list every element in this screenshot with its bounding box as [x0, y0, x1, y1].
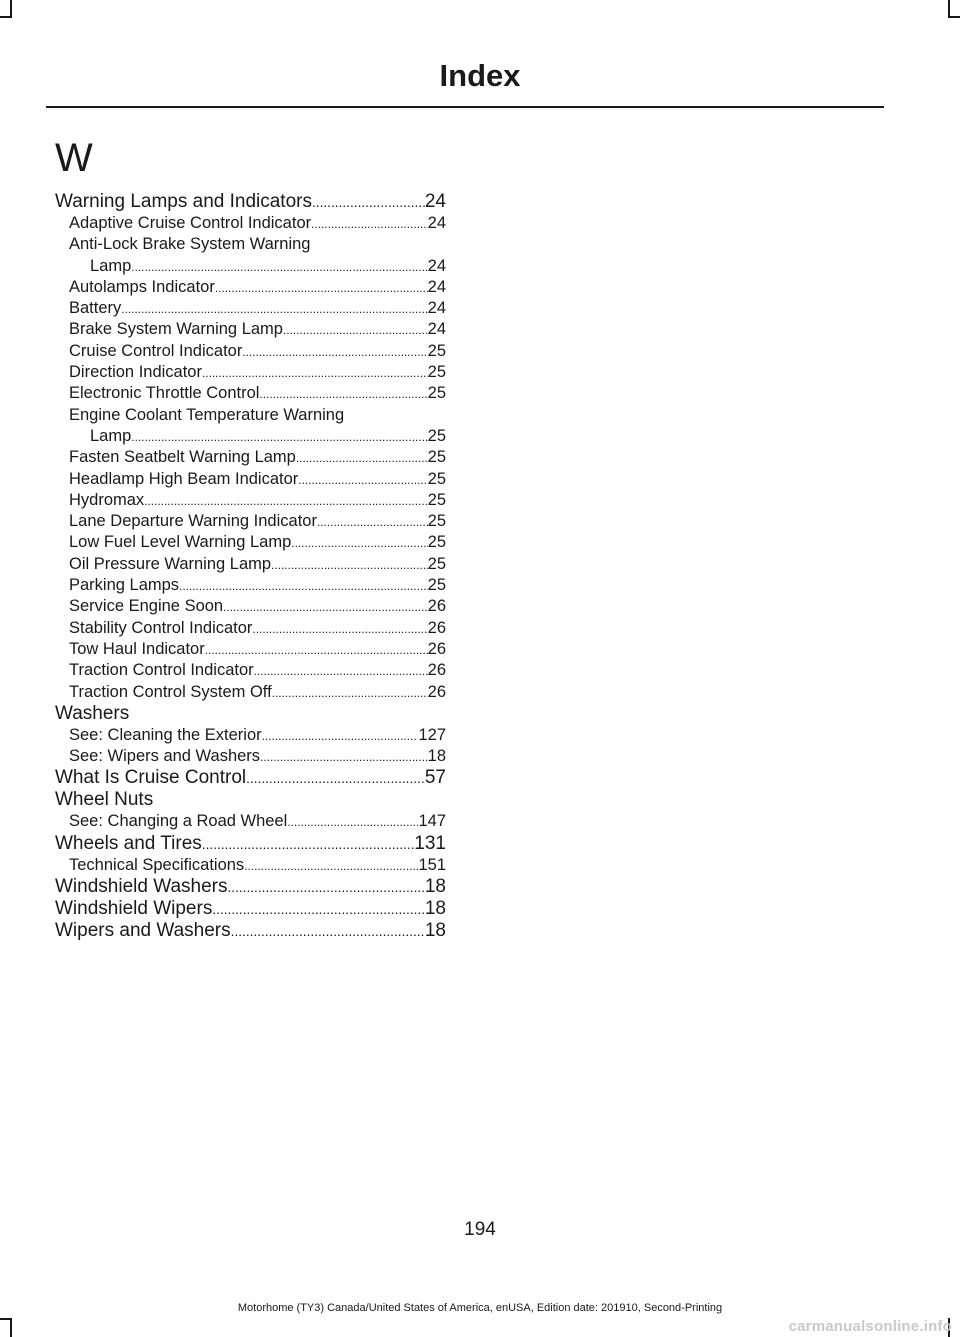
- dot-leader: [298, 469, 427, 491]
- dot-leader: [246, 767, 425, 790]
- index-subentry[interactable]: [55, 234, 446, 255]
- dot-leader: [223, 596, 428, 618]
- entry-page-number: 26: [427, 597, 446, 616]
- index-subentry[interactable]: [55, 532, 446, 553]
- section-letter: W: [55, 136, 93, 180]
- dot-leader: [287, 811, 418, 833]
- index-subentry[interactable]: [55, 596, 446, 617]
- entry-label: Warning Lamps and Indicators: [55, 191, 312, 212]
- dot-leader: [271, 554, 428, 576]
- index-entry[interactable]: [55, 876, 446, 898]
- entry-label: What Is Cruise Control: [55, 767, 247, 789]
- entry-page-number: 25: [427, 363, 446, 382]
- entry-label: Wheels and Tires: [55, 832, 202, 854]
- index-subentry[interactable]: [55, 725, 446, 746]
- dot-leader: [272, 682, 428, 704]
- dot-leader: [202, 833, 415, 856]
- dot-leader: [311, 213, 428, 235]
- watermark: carmanualsonline.info: [788, 1318, 952, 1335]
- entry-label: See: Wipers and Washers: [69, 747, 261, 766]
- index-subentry[interactable]: [55, 319, 446, 340]
- dot-leader: [296, 447, 428, 469]
- entry-label: Anti-Lock Brake System Warning: [69, 235, 311, 254]
- dot-leader: [312, 191, 425, 214]
- entry-page-number: 25: [427, 576, 446, 595]
- entry-label: See: Changing a Road Wheel: [69, 812, 288, 831]
- index-subentry[interactable]: [55, 298, 446, 319]
- entry-label: Battery: [69, 299, 122, 318]
- entry-label: Hydromax: [69, 490, 145, 509]
- dot-leader: [131, 256, 427, 278]
- entry-page-number: 127: [418, 725, 446, 744]
- dot-leader: [283, 319, 428, 341]
- entry-label: Tow Haul Indicator: [69, 639, 205, 658]
- index-subentry[interactable]: [55, 554, 446, 575]
- index-entry[interactable]: [55, 898, 446, 920]
- dot-leader: [254, 660, 428, 682]
- entry-page-number: 24: [427, 277, 446, 296]
- entry-page-number: 57: [424, 767, 446, 789]
- index-subentry[interactable]: [55, 490, 446, 511]
- dot-leader: [121, 298, 427, 320]
- entry-label: Traction Control System Off: [69, 682, 272, 701]
- entry-label: Cruise Control Indicator: [69, 341, 243, 360]
- entry-label: Low Fuel Level Warning Lamp: [69, 533, 292, 552]
- entry-page-number: 25: [427, 512, 446, 531]
- entry-label: Parking Lamps: [69, 576, 180, 595]
- crop-mark-top-left-horizontal: [0, 16, 12, 18]
- entry-page-number: 18: [424, 898, 446, 920]
- entry-label: Engine Coolant Temperature Warning: [69, 405, 345, 424]
- index-subentry[interactable]: [55, 746, 446, 767]
- entry-page-number: 18: [427, 747, 446, 766]
- entry-label: Lamp: [90, 426, 132, 445]
- dot-leader: [215, 277, 428, 299]
- index-entry[interactable]: [55, 833, 446, 855]
- entry-page-number: 25: [427, 490, 446, 509]
- crop-mark-top-left-vertical: [10, 0, 12, 16]
- index-subentry[interactable]: [55, 469, 446, 490]
- index-subentry[interactable]: [55, 213, 446, 234]
- index-subentry[interactable]: [55, 447, 446, 468]
- entry-label: Windshield Wipers: [55, 898, 213, 920]
- entry-page-number: 24: [424, 191, 446, 212]
- entry-label: Technical Specifications: [69, 855, 245, 874]
- index-subentry[interactable]: [55, 341, 446, 362]
- dot-leader: [317, 511, 428, 533]
- dot-leader: [202, 362, 428, 384]
- entry-page-number: 24: [427, 299, 446, 318]
- entry-page-number: 24: [427, 214, 446, 232]
- entry-page-number: 25: [427, 554, 446, 573]
- entry-page-number: 25: [427, 341, 446, 360]
- entry-page-number: 147: [418, 812, 446, 831]
- dot-leader: [205, 639, 428, 661]
- entry-page-number: 26: [427, 618, 446, 637]
- index-subentry[interactable]: [55, 511, 446, 532]
- index-list: [55, 191, 446, 942]
- index-entry[interactable]: [55, 767, 446, 789]
- index-subentry[interactable]: [55, 660, 446, 681]
- dot-leader: [231, 920, 425, 943]
- entry-label: Lane Departure Warning Indicator: [69, 512, 317, 531]
- entry-page-number: 18: [424, 876, 446, 898]
- index-entry[interactable]: [55, 789, 446, 811]
- index-subentry[interactable]: [55, 426, 446, 447]
- entry-label: Direction Indicator: [69, 363, 202, 382]
- index-subentry[interactable]: [55, 639, 446, 660]
- dot-leader: [260, 746, 428, 768]
- entry-page-number: 25: [427, 469, 446, 488]
- entry-page-number: 24: [427, 320, 446, 339]
- entry-page-number: 25: [427, 384, 446, 403]
- entry-page-number: 26: [427, 661, 446, 680]
- dot-leader: [244, 855, 418, 877]
- entry-label: Washers: [55, 702, 130, 724]
- index-entry[interactable]: [55, 191, 446, 213]
- dot-leader: [227, 876, 424, 899]
- index-subentry[interactable]: [55, 618, 446, 639]
- crop-mark-bottom-left-vertical: [10, 1318, 12, 1337]
- entry-page-number: 24: [427, 256, 446, 275]
- entry-label: Autolamps Indicator: [69, 277, 215, 296]
- index-subentry[interactable]: [55, 855, 446, 876]
- dot-leader: [179, 575, 428, 597]
- index-entry[interactable]: [55, 920, 446, 942]
- entry-label: See: Cleaning the Exterior: [69, 725, 262, 744]
- entry-label: Traction Control Indicator: [69, 661, 254, 680]
- dot-leader: [259, 383, 427, 405]
- index-subentry[interactable]: [55, 811, 446, 832]
- dot-leader: [242, 341, 427, 363]
- page-number: 194: [464, 1219, 496, 1240]
- crop-mark-top-right-vertical: [948, 0, 950, 16]
- dot-leader: [291, 532, 427, 554]
- index-subentry[interactable]: [55, 277, 446, 298]
- index-subentry[interactable]: [55, 575, 446, 596]
- dot-leader: [262, 725, 419, 747]
- entry-label: Stability Control Indicator: [69, 618, 253, 637]
- entry-label: Oil Pressure Warning Lamp: [69, 554, 272, 573]
- entry-page-number: 18: [424, 920, 446, 942]
- entry-page-number: 26: [427, 682, 446, 701]
- entry-label: Lamp: [90, 256, 132, 275]
- entry-label: Windshield Washers: [55, 876, 228, 898]
- entry-label: Service Engine Soon: [69, 597, 224, 616]
- header-rule: [46, 106, 884, 108]
- entry-label: Headlamp High Beam Indicator: [69, 469, 299, 488]
- dot-leader: [131, 426, 427, 448]
- entry-page-number: 25: [427, 533, 446, 552]
- entry-label: Fasten Seatbelt Warning Lamp: [69, 448, 296, 467]
- entry-page-number: 151: [418, 855, 446, 874]
- index-subentry[interactable]: [55, 405, 446, 426]
- index-subentry[interactable]: [55, 362, 446, 383]
- footer-edition-info: Motorhome (TY3) Canada/United States of America, enUSA, Edition date: 201910, Second-Printing: [237, 1302, 723, 1314]
- crop-mark-bottom-left-horizontal: [0, 1318, 12, 1320]
- index-subentry[interactable]: [55, 682, 446, 703]
- entry-label: Brake System Warning Lamp: [69, 320, 283, 339]
- page-title: Index: [439, 58, 521, 93]
- entry-page-number: 131: [414, 832, 446, 854]
- entry-label: Adaptive Cruise Control Indicator: [69, 214, 312, 232]
- index-entry[interactable]: [55, 703, 446, 725]
- entry-page-number: 25: [427, 448, 446, 467]
- dot-leader: [144, 490, 427, 512]
- index-subentry[interactable]: [55, 256, 446, 277]
- crop-mark-top-right-horizontal: [948, 16, 960, 18]
- entry-label: Wipers and Washers: [55, 920, 231, 942]
- entry-page-number: 26: [427, 639, 446, 658]
- entry-page-number: 25: [427, 426, 446, 445]
- dot-leader: [212, 898, 425, 921]
- dot-leader: [252, 618, 427, 640]
- entry-label: Electronic Throttle Control: [69, 384, 260, 403]
- entry-label: Wheel Nuts: [55, 789, 154, 811]
- index-subentry[interactable]: [55, 383, 446, 404]
